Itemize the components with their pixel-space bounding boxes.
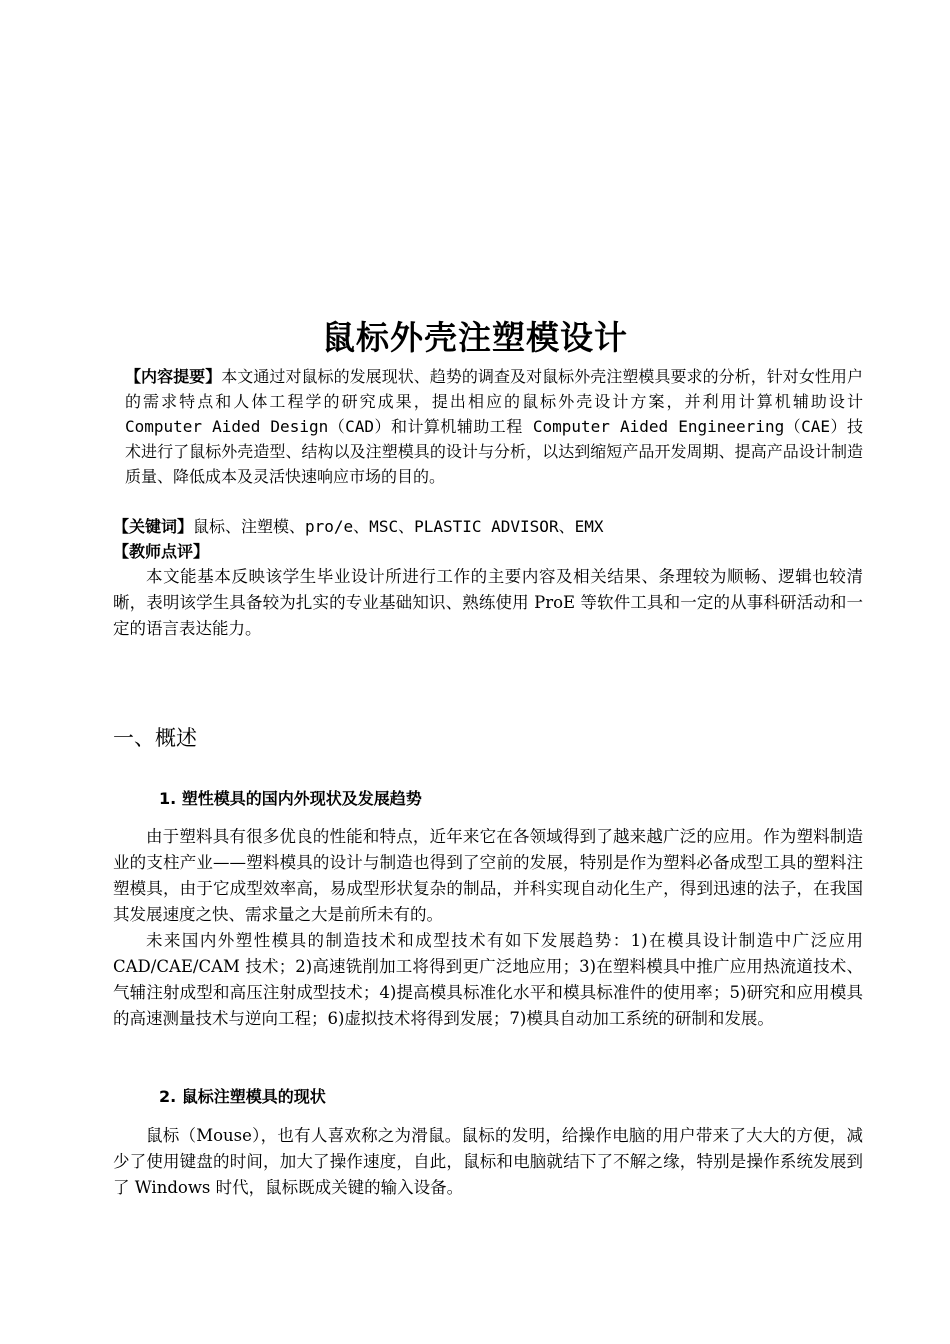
paragraph: 鼠标（Mouse），也有人喜欢称之为滑鼠。鼠标的发明，给操作电脑的用户带来了大大的方便，减少了使用键盘的时间，加大了操作速度，自此，鼠标和电脑就结下了不解之缘，特别是操作系统发展到了 Windows 时代，鼠标既成关键的输入设备。 [113, 1126, 863, 1197]
subsection-2-body [113, 1123, 863, 1201]
paragraph: 由于塑料具有很多优良的性能和特点，近年来它在各领域得到了越来越广泛的应用。作为塑料制造业的支柱产业——塑料模具的设计与制造也得到了空前的发展，特别是作为塑料必备成型工具的塑料注塑模具，由于它成型效率高，易成型形状复杂的制品，并科实现自动化生产，得到迅速的法子，在我国其发展速度之快、需求量之大是前所未有的。 [113, 827, 863, 924]
abstract-text: 本文通过对鼠标的发展现状、趋势的调查及对鼠标外壳注塑模具要求的分析，针对女性用户的需求特点和人体工程学的研究成果，提出相应的鼠标外壳设计方案，并利用计算机辅助设计 Computer Aided Design（CAD）和计算机辅助工程 Computer Aided Engineering（CAE）技术进行了鼠标外壳造型、结构以及注塑模具的设计与分析，以达到缩短产品开发周期、提高产品设计制造质量、降低成本及灵活快速响应市场的目的。 [125, 367, 863, 486]
subsection-heading-1: 1. 塑性模具的国内外现状及发展趋势 [159, 789, 422, 808]
keywords-text: 鼠标、注塑模、pro/e、MSC、PLASTIC ADVISOR、EMX [193, 517, 604, 536]
keywords-line [113, 514, 863, 539]
keywords-label: 【关键词】 [113, 517, 194, 536]
section-heading: 一、概述 [113, 726, 197, 750]
abstract-label: 【内容提要】 [125, 367, 222, 386]
subsection-heading-2: 2. 鼠标注塑模具的现状 [159, 1087, 326, 1106]
subsection-1-body [113, 824, 863, 1032]
paragraph: 未来国内外塑性模具的制造技术和成型技术有如下发展趋势：1)在模具设计制造中广泛应用 CAD/CAE/CAM 技术；2)高速铣削加工将得到更广泛地应用；3)在塑料模具中推广应用热流道技术、气辅注射成型和高压注射成型技术；4)提高模具标准化水平和模具标准件的使用率；5)研究和应用模具的高速测量技术与逆向工程；6)虚拟技术将得到发展；7)模具自动加工系统的研制和发展。 [113, 931, 863, 1028]
comment-text: 本文能基本反映该学生毕业设计所进行工作的主要内容及相关结果、条理较为顺畅、逻辑也较清晰，表明该学生具备较为扎实的专业基础知识、熟练使用 ProE 等软件工具和一定的从事科研活动和一定的语言表达能力。 [113, 567, 863, 638]
abstract-paragraph [113, 364, 863, 489]
comment-label: 【教师点评】 [113, 542, 210, 561]
comment-paragraph [113, 564, 863, 642]
document-title: 鼠标外壳注塑模设计 [322, 318, 628, 357]
